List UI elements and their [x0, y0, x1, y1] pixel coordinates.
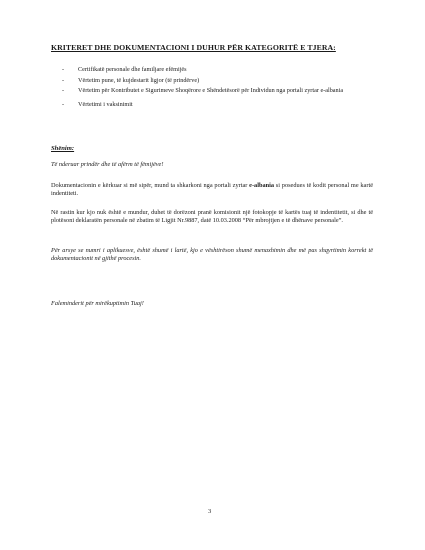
list-item: - Certifikatë personale dhe familjare efëmijës	[62, 66, 362, 75]
list-item: - Vërtetimi i vaksinimit	[62, 101, 362, 110]
requirements-list	[62, 66, 362, 111]
download-paragraph	[51, 182, 373, 198]
document-title: KRITERET DHE DOKUMENTACIONI I DUHUR PËR KATEGORITË E TJERA:	[51, 43, 336, 52]
note-heading: Shënim:	[51, 145, 75, 152]
list-item: - Vërtetim pune, të kujdestarit ligjor (të prindërve)	[62, 77, 362, 86]
page-number: 3	[208, 508, 212, 515]
alternative-paragraph: Në rastin kur kjo nuk është e mundur, duhet të dorëzoni pranë komisionit një fotokopje të kartës tuaj të indentitetit, si dhe të plotësoni deklaratën personale në zbatim të Ligjit Nr.9887, datë 10.03.2008 “Për mbrojtjen e të dhënave personale”.	[51, 209, 373, 225]
note-greeting: Të nderuar prindër dhe të afërm të fëmijëve!	[51, 161, 164, 168]
download-text-after: si posedues të kodit personal me kartë indentiteti.	[51, 182, 373, 198]
closing-line: Faleminderit për mirëkuptimin Tuaj!	[51, 300, 144, 307]
list-item: - Vërtetim për Kontributet e Sigurimeve Shoqërore e Shëndetësorë për Individun nga portali zyrtar e-albania	[62, 87, 362, 96]
download-text-before: Dokumentacionin e kërkuar si më sipër, mund ta shkarkoni nga portali zyrtar	[51, 182, 250, 189]
reason-paragraph: Për arsye se numri i aplikuesve, është shumë i lartë, kjo e vështirëson shumë menaxhimin dhe më pas shqyrtimin korrekt të dokumentacionit në gjithë procesin.	[51, 247, 373, 263]
portal-name: e-albania	[249, 182, 274, 189]
